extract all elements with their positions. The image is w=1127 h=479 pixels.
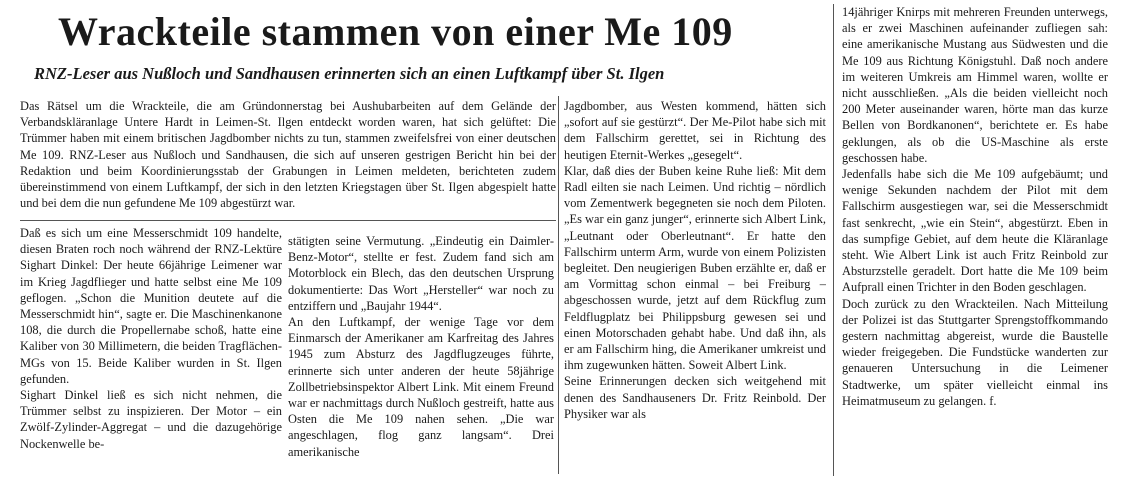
column-divider-2 xyxy=(833,4,834,476)
article-column-4: 14jähriger Knirps mit mehreren Freunden unterwegs, als er zwei Maschinen aufeinander zufliegen sah: eine amerikanische Mustang aus Südwesten und die Me 109 aus Richtung Königstuhl. Daß noch andere im weiteren Umkreis am Himmel waren, wollte er nicht ausschließen. „Als die beiden vielleicht noch 200 Meter auseinander waren, hörte man das kurze Bellen von Bordkanonen“, berichtete er. Es habe geklungen, als ob die US-Maschine als erste geschossen habe. Jedenfalls habe sich die Me 109 aufgebäumt; und wenige Sekunden nachdem der Pilot mit dem Fallschirm ausgestiegen war, sei die Messerschmidt fast senkrecht, „wie ein Stein“, abgestürzt. Eben in das sumpfige Gebiet, auf dem heute die Kläranlage steht. Wie Albert Link ist auch Fritz Reinbold zur Absturzstelle geradelt. Dort hatte die Me 109 beim Aufprall einen Trichter in den Boden geschlagen. Doch zurück zu den Wrackteilen. Nach Mitteilung der Polizei ist das Stuttgarter Sprengstoffkommando gestern nachmittag abgereist, wurde die Baustelle wieder freigegeben. Die Fundstücke wanderten zur genaueren Untersuchung in die Leimener Stadtwerke, um später vielleicht einmal ins Heimatmuseum zu gelangen. f. xyxy=(842,5,1108,408)
lead-divider xyxy=(20,220,556,221)
lead-paragraph: Das Rätsel um die Wrackteile, die am Gründonnerstag bei Aushubarbeiten auf dem Gelände der Verbandskläranlage Untere Hardt in Leimen-St. Ilgen entdeckt worden waren, hat sich gelüftet: Die Trümmer haben mit einem britischen Jagdbomber nichts zu tun, stammen zweifelsfrei von einer deutschen Me 109. RNZ-Leser aus Nußloch und Sandhausen, die sich auf unseren gestrigen Bericht hin bei der Redaktion und beim Koordinierungsstab der Grabungen in Leimen meldeten, berichteten zudem übereinstimmend von einem Luftkampf, der sich in den letzten Kriegstagen über St. Ilgen abgespielt hatte und bei dem die nun gefundene Me 109 abgestürzt war. xyxy=(20,99,556,211)
article-column-3: Jagdbomber, aus Westen kommend, hätten sich „sofort auf sie gestürzt“. Der Me-Pilot habe sich mit dem Fallschirm gerettet, sei in Richtung des heutigen Eternit-Werkes „gesegelt“. Klar, daß dies der Buben keine Ruhe ließ: Mit dem Radl eilten sie nach Leimen. Und richtig – nördlich vom Zementwerk begegneten sie noch dem Piloten. „Es war ein ganz junger“, erinnerte sich Albert Link, „Leutnant oder Oberleutnant“. Er hatte den Fallschirm unterm Arm, wurde von einem Polizisten begleitet. Den neugierigen Buben erzählte er, daß er am Vormittag schon einmal – bei Freiburg – abgeschossen wurde, jetzt auf dem Rückflug zum Feldflugplatz bei Philippsburg gewesen sei und einen Motorschaden gehabt habe. Und daß ihn, als er am Fallschirm hing, die Amerikaner umkreist und ihm zugewunken hätten. Soweit Albert Link. Seine Erinnerungen decken sich weitgehend mit denen des Sandhauseners Dr. Fritz Reinbold. Der Physiker war als xyxy=(564,99,826,421)
headline: Wrackteile stammen von einer Me 109 xyxy=(58,9,733,54)
subheadline: RNZ-Leser aus Nußloch und Sandhausen erinnerten sich an einen Luftkampf über St. Ilgen xyxy=(34,64,665,83)
article-column-1: Daß es sich um eine Messerschmidt 109 handelte, diesen Braten roch noch während der RNZ-Lektüre Sighart Dinkel: Der heute 66jährige Leimener war im Krieg Jagdflieger und hatte selbst eine Me 109 geflogen. „Schon die Munition deutete auf die Messerschmidt hin“, sagte er. Die Maschinenkanone 108, die durch die Propellernabe schoß, hatte eine Kaliber von 30 Millimetern, die beiden Tragflächen-MGs von 15. Beide Kaliber wurden in St. Ilgen gefunden. Sighart Dinkel ließ es sich nicht nehmen, die Trümmer selbst zu inspizieren. Der Motor – ein Zwölf-Zylinder-Aggregat – und die dazugehörige Nockenwelle be- xyxy=(20,226,282,451)
column-divider-1 xyxy=(558,96,559,474)
article-column-2: stätigten seine Vermutung. „Eindeutig ein Daimler-Benz-Motor“, stellte er fest. Zudem fand sich am Motorblock ein Blech, das den deutschen Ursprung dokumentierte: Das Wort „Hersteller“ war noch zu entziffern und „Baujahr 1944“. An den Luftkampf, der wenige Tage vor dem Einmarsch der Amerikaner am Karfreitag des Jahres 1945 zum Absturz des Jagdflugzeuges führte, erinnerte sich unter anderen der heute 58jährige Zollbetriebsinspektor Albert Link. Mit einem Freund war er nachmittags durch Nußloch gestreift, hatte aus Osten die Me 109 nahen sehen. „Die war angeschlagen, flog ganz langsam“. Drei amerikanische xyxy=(288,234,554,459)
